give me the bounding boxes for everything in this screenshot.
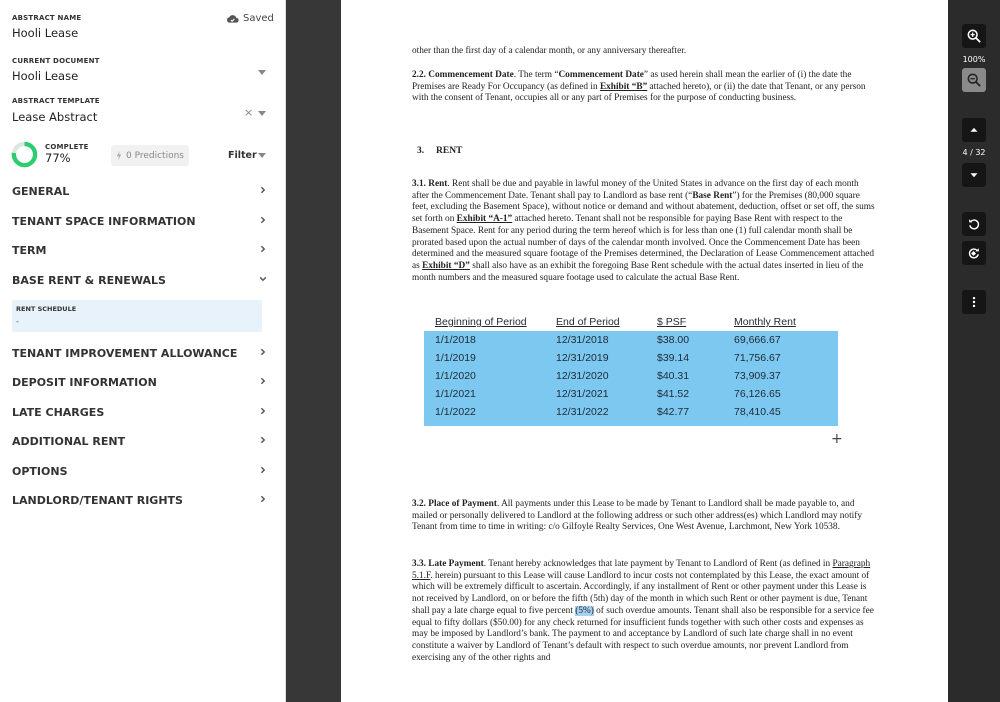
zoom-level: 100%	[962, 55, 986, 64]
rent-schedule-table[interactable]	[424, 316, 838, 418]
chevron-right-icon	[259, 407, 267, 415]
table-cell: $40.31	[657, 370, 690, 382]
chevron-down-icon	[259, 275, 267, 283]
p33-a: . Tenant hereby acknowledges that late payment by Tenant to Landlord of Rent (as defined in	[483, 559, 833, 569]
table-cell: 12/31/2020	[556, 370, 609, 382]
p31-exhibit-a1-link: Exhibit “A-1”	[456, 214, 513, 225]
table-cell: $41.52	[657, 388, 690, 400]
rotate-counterclockwise-icon	[967, 217, 981, 231]
table-header-row	[424, 316, 838, 331]
table-selection-highlight[interactable]	[424, 331, 838, 426]
chevron-down-icon[interactable]	[258, 111, 266, 116]
section-landlord-tenant-rights[interactable]	[0, 486, 285, 514]
table-cell: 73,909.37	[734, 370, 781, 382]
section-label: TENANT IMPROVEMENT ALLOWANCE	[12, 346, 238, 360]
section-options[interactable]	[0, 457, 285, 485]
page-indicator: 4 / 32	[962, 148, 986, 157]
predictions-button[interactable]	[111, 145, 189, 166]
chevron-down-icon[interactable]	[258, 153, 266, 158]
p31-a: . Rent shall be due and payable in lawful money of the United States in advance on the first day of each month after the Commencement Date. Tenant shall pay to Landlord as base rent (“	[412, 179, 859, 201]
table-cell: 76,126.65	[734, 388, 781, 400]
p31-e: attached hereto. Tenant shall not be responsible for paying Base Rent with respect to the Basement Space. Rent for any period during the term hereof which is for less than one (1) full calendar month shall be prorated based upon the actual number of days of the calendar month involved. Once the Commencement Date has been determined and the measured square footage of the Premises determined, the Declaration of Lease Commencement attached as	[412, 214, 875, 271]
table-cell: $42.77	[657, 406, 690, 418]
abstract-template-label: ABSTRACT TEMPLATE	[12, 97, 100, 105]
p22-title: 2.2. Commencement Date	[412, 70, 514, 80]
previous-page-button[interactable]	[962, 118, 986, 142]
rent-heading: 3. RENT	[417, 146, 463, 156]
section-label: TERM	[12, 243, 47, 257]
arrow-down-icon	[967, 168, 981, 182]
abstract-sidebar	[0, 0, 286, 702]
viewer-toolbar	[948, 0, 1000, 702]
chevron-right-icon	[259, 186, 267, 194]
table-cell: $39.14	[657, 352, 690, 364]
table-cell: 78,410.45	[734, 406, 781, 418]
document-page	[341, 0, 948, 702]
chevron-right-icon	[259, 348, 267, 356]
chevron-right-icon	[259, 495, 267, 503]
zoom-in-icon	[967, 29, 981, 43]
table-cell: 1/1/2022	[435, 406, 476, 418]
p22-a: . The term “	[513, 70, 559, 80]
p33-c: of such overdue amounts. Tenant shall also be responsible for a service fee equal to fifty dollars ($50.00) for any check returned for insufficient funds together with such other costs and expenses as may be imposed by Landlord’s bank. The payment to and acceptance by Landlord of such late charge shall in no event constitute a waiver by Landlord of Tenant’s default with respect to such overdue amounts, nor prevent Landlord from exercising any of the other rights and	[412, 605, 874, 663]
p31-c: ”) for the Premises (80,000 square feet, excluding the Basement Space), without notice or demand and without abatement, deduction, offset or set off, the sums set forth on	[412, 190, 875, 225]
abstract-name-field[interactable]: Hooli Lease	[12, 26, 79, 40]
table-cell: $38.00	[657, 334, 690, 346]
complete-percent: 77%	[45, 151, 71, 165]
p32-title: 3.2. Place of Payment	[412, 499, 497, 509]
rent-schedule-label: RENT SCHEDULE	[16, 305, 77, 313]
section-general[interactable]	[0, 177, 285, 205]
clear-template-icon[interactable]: ×	[244, 106, 254, 119]
p31-g: shall also have as an exhibit the foregoing Base Rent schedule with the actual dates inserted in lieu of the month numbers and the measured square footage used to calculate the actual Base Rent.	[412, 260, 864, 283]
abstract-name-label: ABSTRACT NAME	[12, 14, 82, 22]
table-cell: 1/1/2018	[435, 334, 476, 346]
paragraph-2-2	[412, 70, 875, 105]
paragraph-3-2	[412, 499, 875, 534]
rent-schedule-value: -	[16, 317, 19, 326]
saved-status	[226, 13, 274, 24]
complete-label: COMPLETE	[45, 143, 89, 151]
section-label: BASE RENT & RENEWALS	[12, 273, 166, 287]
progress-ring-icon	[11, 141, 38, 168]
zoom-in-button[interactable]	[962, 24, 986, 48]
table-cell: 12/31/2018	[556, 334, 609, 346]
p31-title: 3.1. Rent	[412, 179, 448, 189]
section-tenant-improvement-allowance[interactable]	[0, 339, 285, 367]
section-additional-rent[interactable]	[0, 427, 285, 455]
lightning-icon	[116, 151, 122, 160]
paragraph-3-3	[412, 559, 875, 664]
more-vertical-icon	[967, 295, 981, 309]
section-term[interactable]	[0, 236, 285, 264]
chevron-right-icon	[259, 466, 267, 474]
rotate-clockwise-icon	[967, 246, 981, 260]
p33-paragraph-link: Paragraph 5.1.F	[412, 559, 871, 581]
section-label: LATE CHARGES	[12, 405, 105, 419]
cloud-check-icon	[226, 14, 239, 24]
table-row	[424, 367, 838, 385]
chevron-right-icon	[259, 436, 267, 444]
section-base-rent-renewals[interactable]	[0, 266, 285, 294]
section-label: OPTIONS	[12, 464, 68, 478]
table-header-cell: $ PSF	[657, 316, 687, 328]
filter-dropdown[interactable]	[228, 150, 257, 161]
table-row	[424, 385, 838, 403]
chevron-right-icon	[259, 377, 267, 385]
p33-highlight: (5%)	[575, 605, 594, 616]
zoom-out-icon	[967, 73, 981, 87]
table-cell: 12/31/2022	[556, 406, 609, 418]
p22-exhibit-b-link: Exhibit “B”	[599, 81, 648, 92]
p22-e: attached hereto), or (ii) the date that Tenant, or any person with the consent of Tenant, occupies all or any part of Premises for the purpose of conducting business.	[412, 81, 866, 104]
chevron-down-icon[interactable]	[258, 70, 266, 75]
line-top: other than the first day of a calendar month, or any anniversary thereafter.	[412, 46, 687, 56]
table-row	[424, 349, 838, 367]
p31-exhibit-d-link: Exhibit “D”	[422, 260, 470, 271]
rotate-left-button[interactable]	[962, 212, 986, 236]
table-header-cell: Beginning of Period	[435, 316, 527, 328]
table-row	[424, 331, 838, 349]
table-cell: 12/31/2019	[556, 352, 609, 364]
more-options-button[interactable]	[962, 290, 986, 314]
table-header-cell: Monthly Rent	[734, 316, 796, 328]
paragraph-3-1	[412, 179, 875, 284]
crosshair-cursor: +	[831, 431, 843, 447]
section-deposit-information[interactable]	[0, 368, 285, 396]
table-row	[424, 403, 838, 421]
chevron-right-icon	[259, 245, 267, 253]
current-document-label: CURRENT DOCUMENT	[12, 57, 100, 65]
table-cell: 69,666.67	[734, 334, 781, 346]
arrow-up-icon	[967, 123, 981, 137]
rent-schedule-field[interactable]	[12, 300, 262, 332]
chevron-right-icon	[259, 216, 267, 224]
p33-b: . herein) pursuant to this Lease will cause Landlord to incur costs not contemplated by this Lease, the exact amount of which will be extremely difficult to ascertain. Accordingly, if any installment of Rent or other payment under this Lease is not received by Landlord, on or before the fifth (5th) day of the month in which such Rent or other payment is due, Tenant shall pay a late charge equal to five percent	[412, 570, 870, 616]
next-page-button[interactable]	[962, 163, 986, 187]
table-cell: 1/1/2021	[435, 388, 476, 400]
rotate-right-button[interactable]	[962, 241, 986, 265]
p32-text: . All payments under this Lease to be made by Tenant to Landlord shall be made payable to, and mailed or personally delivered to Landlord at the following address or such other address(es) which Landlord may notify Tenant from time to time in writing: c/o Gilfoyle Realty Services, One West Avenue, Larchmont, New York 10538.	[412, 499, 862, 533]
predictions-label: 0 Predictions	[126, 150, 184, 161]
section-label: ADDITIONAL RENT	[12, 434, 126, 448]
section-late-charges[interactable]	[0, 398, 285, 426]
p33-title: 3.3. Late Payment	[412, 559, 484, 569]
saved-label: Saved	[243, 13, 274, 24]
p31-b: Base Rent	[692, 190, 733, 201]
zoom-out-button[interactable]	[962, 68, 986, 92]
section-tenant-space-information[interactable]	[0, 207, 285, 235]
abstract-template-select[interactable]: Lease Abstract	[12, 110, 98, 124]
table-cell: 1/1/2019	[435, 352, 476, 364]
section-label: TENANT SPACE INFORMATION	[12, 214, 196, 228]
table-header-cell: End of Period	[556, 316, 620, 328]
table-cell: 71,756.67	[734, 352, 781, 364]
section-label: DEPOSIT INFORMATION	[12, 375, 157, 389]
filter-label: Filter	[228, 150, 257, 161]
section-label: LANDLORD/TENANT RIGHTS	[12, 493, 183, 507]
current-document-select[interactable]: Hooli Lease	[12, 69, 79, 83]
p22-b: Commencement Date	[558, 70, 644, 80]
section-label: GENERAL	[12, 184, 70, 198]
p22-c: ” as used herein shall mean the earlier of (i) the date the Premises are Ready For Occupancy (as defined in	[412, 70, 852, 92]
table-cell: 1/1/2020	[435, 370, 476, 382]
table-cell: 12/31/2021	[556, 388, 609, 400]
